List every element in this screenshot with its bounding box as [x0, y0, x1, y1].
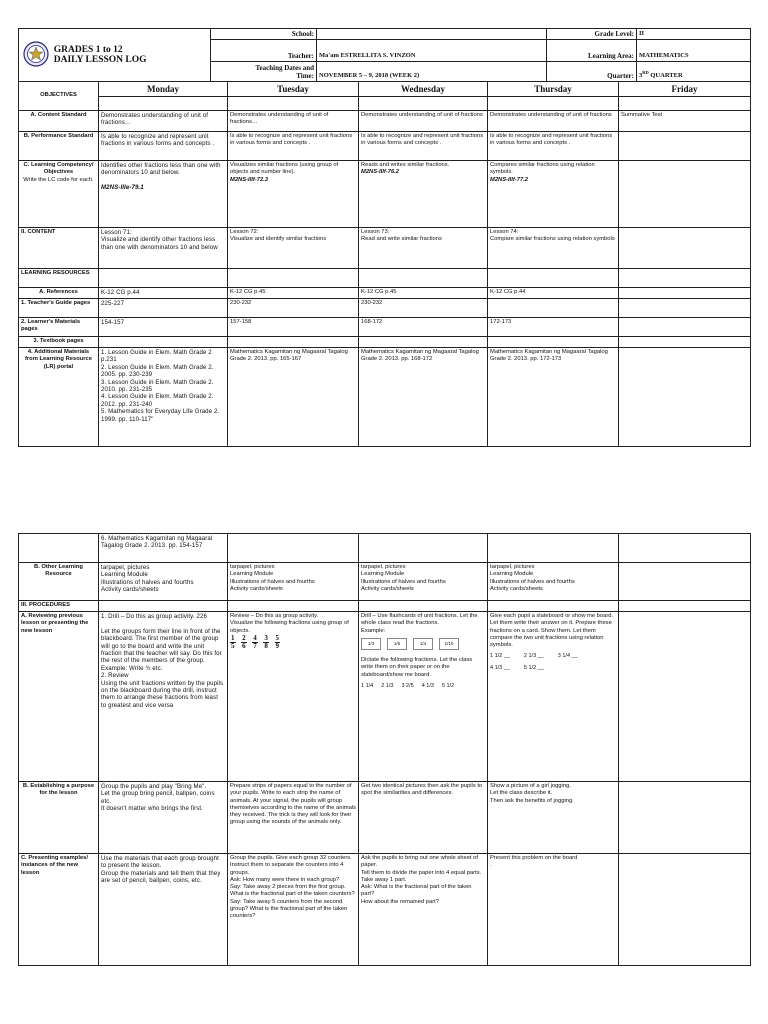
cell-text: Compares similar fractions using relation symbols. M2NS-IIIf-77.2	[488, 161, 619, 228]
cell-text: Group the pupils. Give each group 32 counters. Instruct them to separate the counters into 4 groups. Ask: How many were there in each group? Say: Take away 2 pieces from the first group. What is the fractional part of the taken counters? Say: Take away 5 counters from the second group? What is the fractional part of the taken counters?	[228, 854, 359, 966]
cell-text: Mathematics Kagamitan ng Magaaral Tagalog Grade 2. 2013. pp. 172-173	[488, 348, 619, 447]
objectives-row	[19, 82, 751, 97]
cell-text: Ask the pupils to bring out one whole sheet of paper. Tell them to divide the paper into 4 equal parts. Take away 1 part. Ask: What is the fractional part of the taken part? How about the remained part?	[359, 854, 488, 966]
flashcard: 1/6	[387, 638, 407, 650]
cell-text: K-12 CG p.45	[359, 288, 488, 299]
fraction: $\frac{3}{8}$	[264, 633, 268, 650]
cell-text: tarpapel, pictures Learning Module Illustrations of halves and fourths Activity cards/sheets	[228, 563, 359, 601]
reviewing-label: A. Reviewing previous lesson or presenting the new lesson	[19, 612, 99, 782]
learning-area-label: Learning Area:	[547, 40, 637, 62]
cell-text: Demonstrates understanding of unit of fractions…	[99, 111, 228, 132]
quarter-value: 3RD QUARTER	[637, 62, 751, 82]
establishing-row	[19, 782, 751, 854]
procedures-row	[19, 601, 751, 612]
cell-text: Prepare strips of papers equal to the number of your pupils. Write to each strip the name of animals. At your signal, the pupils will group themselves according to the name of the animals they received. The trick is they will look for their group using the sounds of the animals only.	[228, 782, 359, 854]
compare-item: 4 1/3 __	[490, 664, 510, 671]
cell-text: Present this problem on the board .	[488, 854, 619, 966]
mixed-fraction: 5 1/2	[441, 683, 455, 690]
content-standard-row	[19, 111, 751, 132]
cell-text: tarpapel, pictures Learning Module Illustrations of halves and fourths Activity cards/sheets	[99, 563, 228, 601]
performance-standard-row	[19, 132, 751, 161]
cell-text: 1. Drill – Do this as group activity. 226 Let the groups form their line in front of the blackboard. The first member of the group will go to the board and write the unit fraction that the teacher will say. Do this for the rest of the members of the group. Example: Write ¾ etc. 2. Review Using the unit fractions written by the pupils on the blackboard during the drill, instruct them to arrange these fractions from least to greatest and vice versa	[99, 612, 228, 782]
presenting-row	[19, 854, 751, 966]
objectives-label: OBJECTIVES	[19, 82, 99, 111]
learners-materials-row	[19, 318, 751, 337]
fraction: $\frac{2}{6}$	[242, 633, 246, 650]
mixed-fraction: 2 1/3	[381, 683, 394, 690]
cell-text: Mathematics Kagamitan ng Magaaral Tagalog Grade 2. 2013. pp. 168-172	[359, 348, 488, 447]
cell-text: tarpapel, pictures Learning Module Illustrations of halves and fourths Activity cards/sheets	[359, 563, 488, 601]
textbook-label: 3. Textbook pages	[19, 337, 99, 348]
cell-text: Lesson 74: Compare similar fractions using relation symbols	[488, 228, 619, 269]
flashcard: 1/10	[439, 638, 459, 650]
cell-text: Show a picture of a girl jogging. Let the class describe it. Then ask the benefits of jogging.	[488, 782, 619, 854]
procedures-label: III. PROCEDURES	[19, 601, 99, 612]
cell-text: Is able to recognize and represent unit fractions in various forms and concepts .	[99, 132, 228, 161]
cell-text: 230-232	[359, 299, 488, 318]
compare-item: 2 1/3 __	[523, 653, 544, 660]
cell-text: 168-172	[359, 318, 488, 337]
day-wednesday: Wednesday	[359, 82, 488, 97]
form-title-line1: GRADES 1 to 12	[53, 45, 123, 55]
cell-text: 157-158	[228, 318, 359, 337]
cell-text: Use the materials that each group brought to present the lesson. Group the materials and tell them that they are set of pencil, ballpen, coins, etc.	[99, 854, 228, 966]
grade-level-value: II	[637, 29, 751, 40]
school-label: School:	[211, 29, 317, 40]
learning-area-value: MATHEMATICS	[637, 40, 751, 62]
competency-label: C. Learning Competency/ Objectives Write the LC code for each.	[19, 161, 99, 228]
cell-text: Mathematics Kagamitan ng Magaaral Tagalog Grade 2. 2013. pp. 165-167	[228, 348, 359, 447]
reviewing-row	[19, 612, 751, 782]
performance-standard-label: B. Performance Standard	[19, 132, 99, 161]
additional-materials-label: 4. Additional Materials from Learning Resource (LR) portal	[19, 348, 99, 447]
fraction: $\frac{4}{7}$	[253, 633, 257, 650]
teacher-label: Teacher:	[211, 40, 317, 62]
day-friday: Friday	[619, 82, 751, 97]
mixed-fraction: 4 1/3	[421, 683, 434, 690]
compare-item: 1 1/2 __	[490, 653, 510, 660]
lesson-log-page-1	[18, 28, 750, 447]
content-label: II. CONTENT	[19, 228, 99, 269]
dates-value: NOVEMBER 5 – 9, 2018 (WEEK 2)	[317, 62, 547, 82]
cell-text: Lesson 71: Visualize and identify other fractions less than one with denominators 10 and below	[99, 228, 228, 269]
day-tuesday: Tuesday	[228, 82, 359, 97]
header-table	[18, 28, 751, 82]
content-row	[19, 228, 751, 269]
cell-text: Demonstrates understanding of unit of fractions	[488, 111, 619, 132]
cell-text: Lesson 73: Read and write similar fractions	[359, 228, 488, 269]
flashcard: 1/4	[413, 638, 433, 650]
other-resources-row	[19, 563, 751, 601]
compare-item: 5 1/2 __	[523, 664, 544, 671]
cell-text: 172-173	[488, 318, 619, 337]
grade-level-label: Grade Level:	[547, 29, 637, 40]
continued-row	[19, 534, 751, 563]
fraction: $\frac{5}{9}$	[275, 633, 279, 650]
cell-text: K-12 CG p.45	[228, 288, 359, 299]
learning-resources-row	[19, 269, 751, 288]
mixed-fraction: 1 1/4	[361, 683, 374, 690]
cell-text: Reads and writes similar fractions. M2NS-IIIf-76.2	[359, 161, 488, 228]
content-standard-label: A. Content Standard	[19, 111, 99, 132]
flashcard: 1/3	[361, 638, 381, 650]
title-cell	[19, 29, 211, 82]
fraction: $\frac{1}{5}$	[231, 633, 235, 650]
cell-text: Is able to recognize and represent unit fractions in various forms and concepts .	[359, 132, 488, 161]
cell-text: Identifies other fractions less than one with denominators 10 and below. M2NS-IIIe-79.1	[99, 161, 228, 228]
presenting-label: C. Presenting examples/ instances of the new lesson	[19, 854, 99, 966]
cell-text: tarpapel, pictures Learning Module Illustrations of halves and fourths Activity cards/sheets	[488, 563, 619, 601]
cell-text: K-12 CG p.44	[488, 288, 619, 299]
establishing-label: B. Establishing a purpose for the lesson	[19, 782, 99, 854]
cell-text: Get two identical pictures then ask the pupils to spot the similarities and differences.	[359, 782, 488, 854]
school-value	[317, 29, 547, 40]
mixed-fraction: 3 2/5	[401, 683, 414, 690]
cell-text: Review – Do this as group activity. Visualize the following fractions using group of objects. $\frac{1}{5}$ $\frac{2}{6}$ $\frac{4}{7}$ $\frac{3}{8}$ $\frac{5}{9}$	[228, 612, 359, 782]
competency-row	[19, 161, 751, 228]
cell-text: 6. Mathematics Kagamitan ng Magaaral Tagalog Grade 2. 2013. pp. 154-157	[99, 534, 228, 563]
references-row	[19, 288, 751, 299]
day-thursday: Thursday	[488, 82, 619, 97]
quarter-label: Quarter:	[547, 62, 637, 82]
teachers-guide-row	[19, 299, 751, 318]
cell-text: 225-227	[99, 299, 228, 318]
lesson-log-page-2	[18, 533, 750, 966]
learners-materials-label: 2. Learner's Materials pages	[19, 318, 99, 337]
cell-text: Lesson 72: Visualize and identify similar fractions	[228, 228, 359, 269]
cell-text: Demonstrates understanding of unit of fractions…	[228, 111, 359, 132]
cell-text: Summative Test	[619, 111, 751, 132]
lesson-table-2	[18, 533, 751, 966]
teacher-value: Ma'am ESTRELLITA S. VINZON	[317, 40, 547, 62]
deped-seal-icon	[23, 41, 49, 69]
cell-text: Give each pupil a slateboard or show me board. Let them write their answer on it. Prepare these fractions on a card. Show them. Let them compare the two unit fractions using relation symbols. 1 1/2 __ 2 1/3 __ 3 1/4 __ 4 1/3 __ 5 1/2 __	[488, 612, 619, 782]
dates-label: Teaching Dates and Time:	[211, 62, 317, 82]
cell-text: Drill – Use flashcards of unit fractions. Let the whole class read the fractions. Example: 1/3 1/6 1/4 1/10 Dictate the following fractions. Let the class write them on their paper or on the slateboard/show me board. 1 1/4 2 1/3 3 2/5 4 1/3 5 1/2	[359, 612, 488, 782]
textbook-row	[19, 337, 751, 348]
cell-text: Is able to recognize and represent unit fractions in various forms and concepts .	[488, 132, 619, 161]
other-resources-label: B. Other Learning Resource	[19, 563, 99, 601]
teachers-guide-label: 1. Teacher's Guide pages	[19, 299, 99, 318]
cell-text: Demonstrates understanding of unit of fractions	[359, 111, 488, 132]
cell-text: 1. Lesson Guide in Elem. Math Grade 2 p.231 2. Lesson Guide in Elem. Math Grade 2. 2005. pp. 230-239 3. Lesson Guide in Elem. Math Grade 2. 2010. pp. 231-235 4. Lesson Guide in Elem. Math Grade 2. 2012. pp. 231-240 5. Mathematics for Everyday Life Grade 2. 1999. pp. 110-117"	[99, 348, 228, 447]
form-title-line2: DAILY LESSON LOG	[53, 55, 147, 65]
learning-resources-label: LEARNING RESOURCES	[19, 269, 99, 288]
day-monday: Monday	[99, 82, 228, 97]
cell-text: K-12 CG p.44	[99, 288, 228, 299]
compare-item: 3 1/4 __	[557, 653, 578, 660]
cell-text	[488, 299, 619, 318]
cell-text: Group the pupils and play "Bring Me". Let the group bring pencil, ballpen, coins etc. It doesn't matter who brings the first.	[99, 782, 228, 854]
flashcards	[361, 638, 485, 650]
additional-materials-row	[19, 348, 751, 447]
cell-text: Is able to recognize and represent unit fractions in various forms and concepts .	[228, 132, 359, 161]
cell-text: Visualizes similar fractions (using group of objects and number line). M2NS-IIIf-72.3	[228, 161, 359, 228]
references-label: A. References	[19, 288, 99, 299]
cell-text: 230-232	[228, 299, 359, 318]
lesson-table-1	[18, 81, 751, 447]
cell-text: 154-157	[99, 318, 228, 337]
